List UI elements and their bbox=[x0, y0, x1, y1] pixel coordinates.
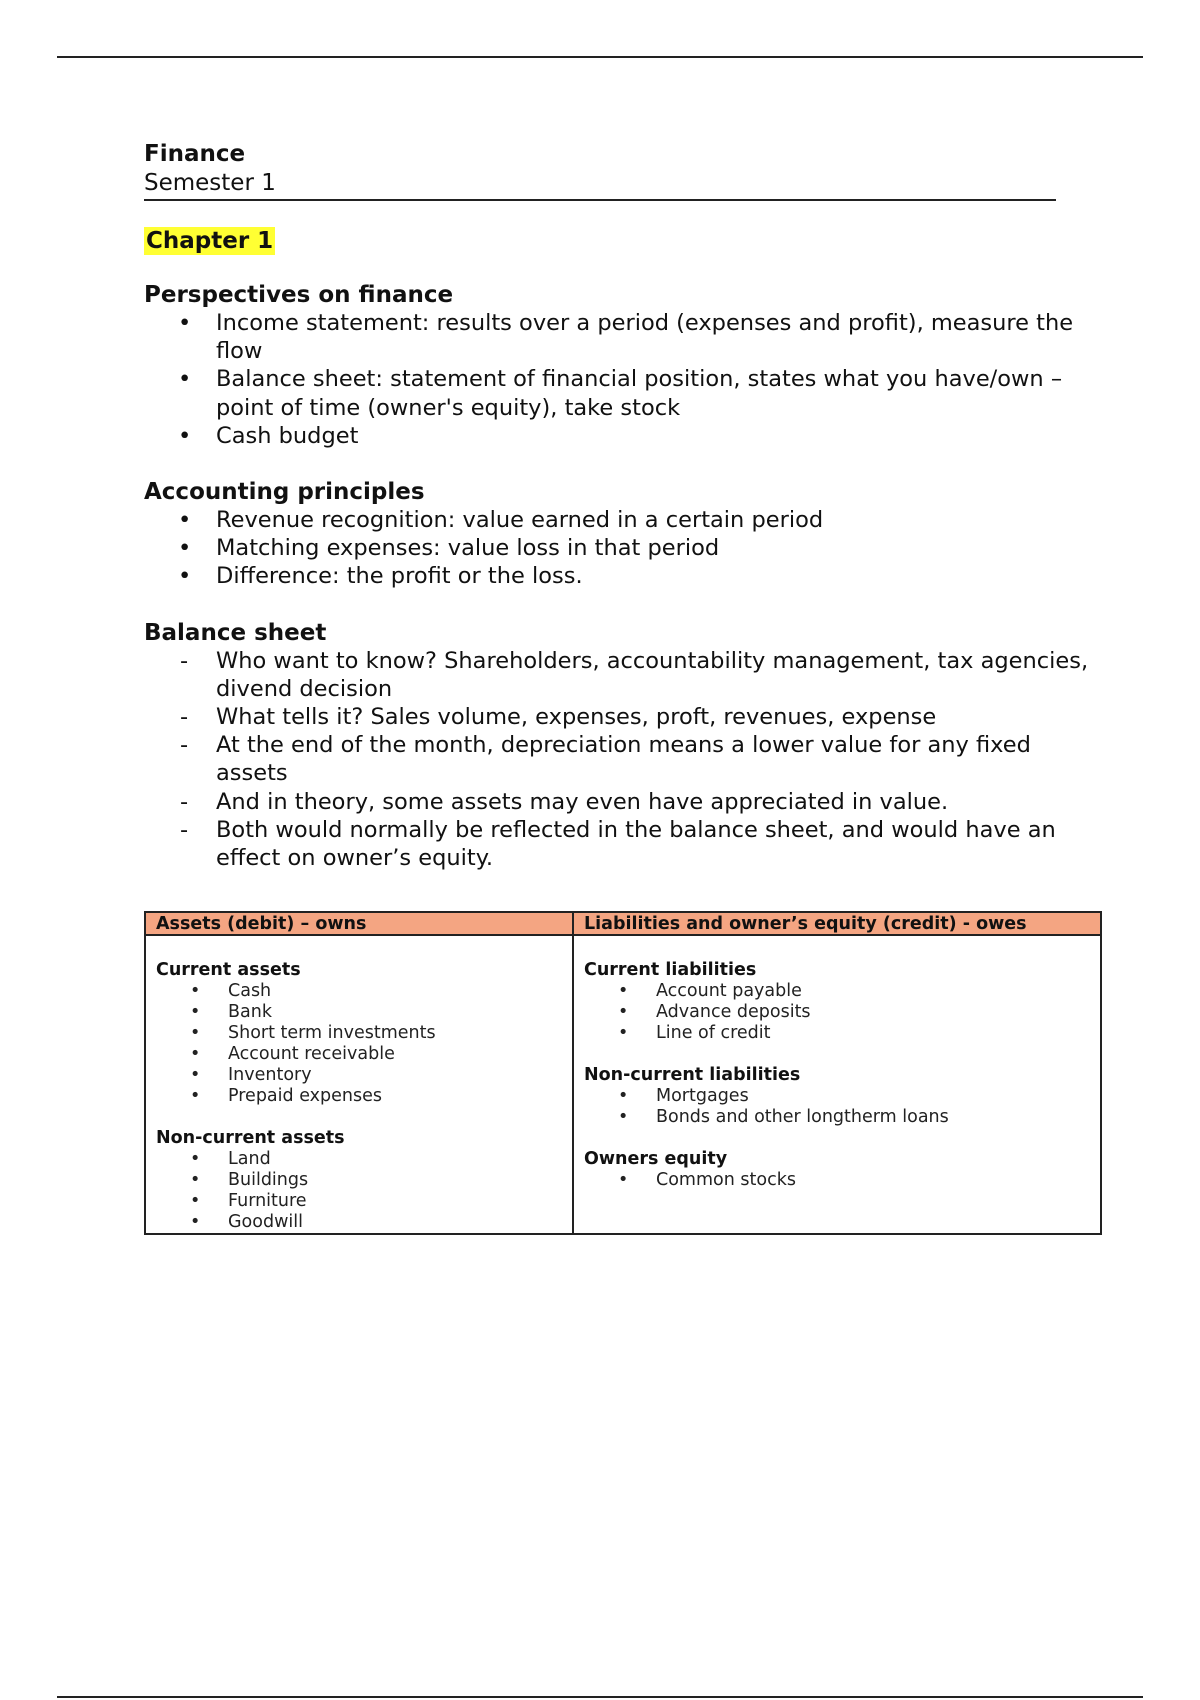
section-balance-sheet bbox=[144, 619, 1104, 873]
non-current-assets-group bbox=[156, 1128, 562, 1233]
section-heading: Perspectives on finance bbox=[144, 282, 454, 308]
bullet-list bbox=[584, 1086, 1090, 1128]
dash-list bbox=[144, 647, 1104, 873]
bullet-list bbox=[156, 1149, 562, 1233]
list-item: - What tells it? Sales volume, expenses, proft, revenues, expense bbox=[144, 703, 1104, 731]
current-liabilities-group bbox=[584, 960, 1090, 1044]
document-title: Finance bbox=[144, 141, 246, 167]
list-item: • Furniture bbox=[156, 1191, 562, 1212]
assets-cell bbox=[145, 935, 573, 1234]
bullet-list bbox=[584, 1170, 1090, 1191]
section-heading: Accounting principles bbox=[144, 479, 425, 506]
bullet-list bbox=[144, 506, 1104, 591]
document-subtitle: Semester 1 bbox=[144, 169, 1056, 201]
list-item: • Bonds and other longtherm loans bbox=[584, 1107, 1090, 1128]
list-item: • Line of credit bbox=[584, 1023, 1090, 1044]
list-item: • Short term investments bbox=[156, 1023, 562, 1044]
list-item: • Revenue recognition: value earned in a certain period bbox=[144, 506, 1104, 534]
page-bottom-rule bbox=[57, 1696, 1143, 1698]
non-current-liabilities-group bbox=[584, 1065, 1090, 1128]
chapter-heading: Chapter 1 bbox=[146, 228, 274, 254]
list-item: • Account payable bbox=[584, 981, 1090, 1002]
bullet-list bbox=[144, 309, 1104, 450]
list-item: • Cash budget bbox=[144, 422, 1104, 450]
list-item: • Prepaid expenses bbox=[156, 1086, 562, 1107]
page-top-rule bbox=[57, 56, 1143, 58]
current-assets-group bbox=[156, 960, 562, 1107]
list-item: • Income statement: results over a period (expenses and profit), measure the flow bbox=[144, 309, 1104, 365]
bullet-list bbox=[156, 981, 562, 1107]
list-item: - Both would normally be reflected in the balance sheet, and would have an effect on owner’s equity. bbox=[144, 816, 1104, 872]
list-item: • Balance sheet: statement of financial position, states what you have/own – point of time (owner's equity), take stock bbox=[144, 365, 1104, 421]
document-body bbox=[144, 140, 1104, 872]
group-heading: Non-current liabilities bbox=[584, 1065, 801, 1085]
section-accounting-principles bbox=[144, 478, 1104, 591]
group-heading: Current assets bbox=[156, 960, 301, 980]
liabilities-cell bbox=[573, 935, 1101, 1234]
owners-equity-group bbox=[584, 1149, 1090, 1191]
group-heading: Non-current assets bbox=[156, 1128, 345, 1148]
list-item: • Account receivable bbox=[156, 1044, 562, 1065]
list-item: • Common stocks bbox=[584, 1170, 1090, 1191]
list-item: • Bank bbox=[156, 1002, 562, 1023]
group-heading: Current liabilities bbox=[584, 960, 757, 980]
list-item: • Advance deposits bbox=[584, 1002, 1090, 1023]
list-item: • Buildings bbox=[156, 1170, 562, 1191]
list-item: • Matching expenses: value loss in that period bbox=[144, 534, 1104, 562]
list-item: • Land bbox=[156, 1149, 562, 1170]
list-item: - Who want to know? Shareholders, accountability management, tax agencies, divend decision bbox=[144, 647, 1104, 703]
assets-header: Assets (debit) – owns bbox=[145, 912, 573, 935]
balance-sheet-table bbox=[144, 911, 1102, 1235]
list-item: • Cash bbox=[156, 981, 562, 1002]
list-item: - At the end of the month, depreciation means a lower value for any fixed assets bbox=[144, 731, 1104, 787]
list-item: • Difference: the profit or the loss. bbox=[144, 562, 1104, 590]
table-header-row bbox=[145, 912, 1101, 935]
bullet-list bbox=[584, 981, 1090, 1044]
liabilities-header: Liabilities and owner’s equity (credit) - owes bbox=[573, 912, 1101, 935]
list-item: • Goodwill bbox=[156, 1212, 562, 1233]
section-perspectives bbox=[144, 281, 1104, 450]
list-item: • Mortgages bbox=[584, 1086, 1090, 1107]
list-item: • Inventory bbox=[156, 1065, 562, 1086]
section-heading: Balance sheet bbox=[144, 619, 327, 646]
group-heading: Owners equity bbox=[584, 1149, 728, 1169]
table-body-row bbox=[145, 935, 1101, 1234]
list-item: - And in theory, some assets may even have appreciated in value. bbox=[144, 788, 1104, 816]
